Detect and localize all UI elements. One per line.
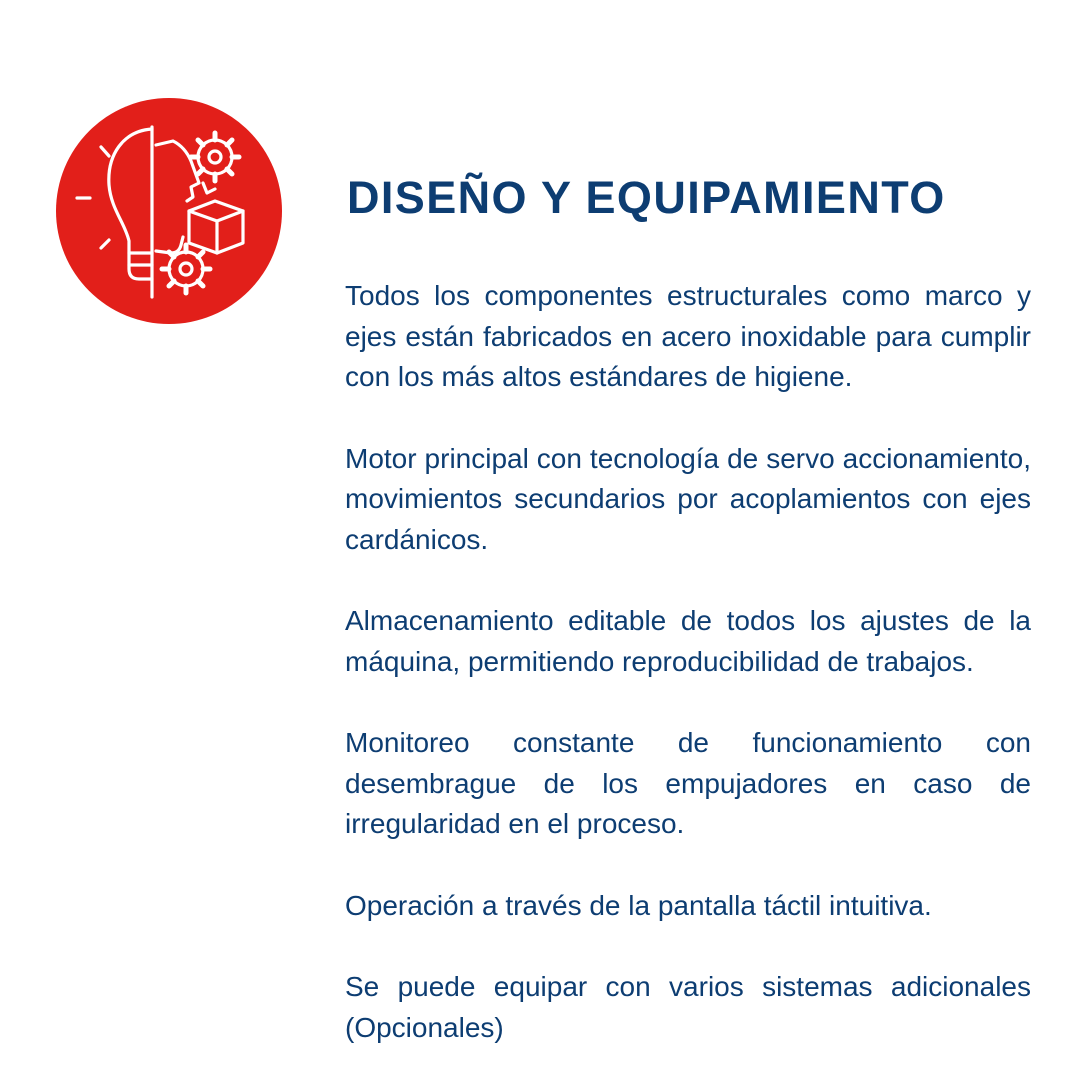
lightbulb-gears-box-icon [55, 97, 283, 325]
paragraph-storage: Almacenamiento editable de todos los ajustes de la máquina, permitiendo reproducibilidad de trabajos. [345, 605, 1031, 677]
paragraph-options: Se puede equipar con varios sistemas adicionales (Opcionales) [345, 971, 1031, 1043]
paragraph-materials: Todos los componentes estructurales como marco y ejes están fabricados en acero inoxidable para cumplir con los más altos estándares de higiene. [345, 280, 1031, 392]
paragraph-monitoring: Monitoreo constante de funcionamiento con desembrague de los empujadores en caso de irregularidad en el proceso. [345, 727, 1031, 839]
feature-list [345, 276, 1031, 1048]
design-equipment-icon [55, 97, 283, 325]
paragraph-motor: Motor principal con tecnología de servo accionamiento, movimientos secundarios por acoplamientos con ejes cardánicos. [345, 442, 1031, 555]
section-title: DISEÑO Y EQUIPAMIENTO [347, 172, 946, 223]
paragraph-operation: Operación a través de la pantalla táctil intuitiva. [345, 889, 932, 921]
